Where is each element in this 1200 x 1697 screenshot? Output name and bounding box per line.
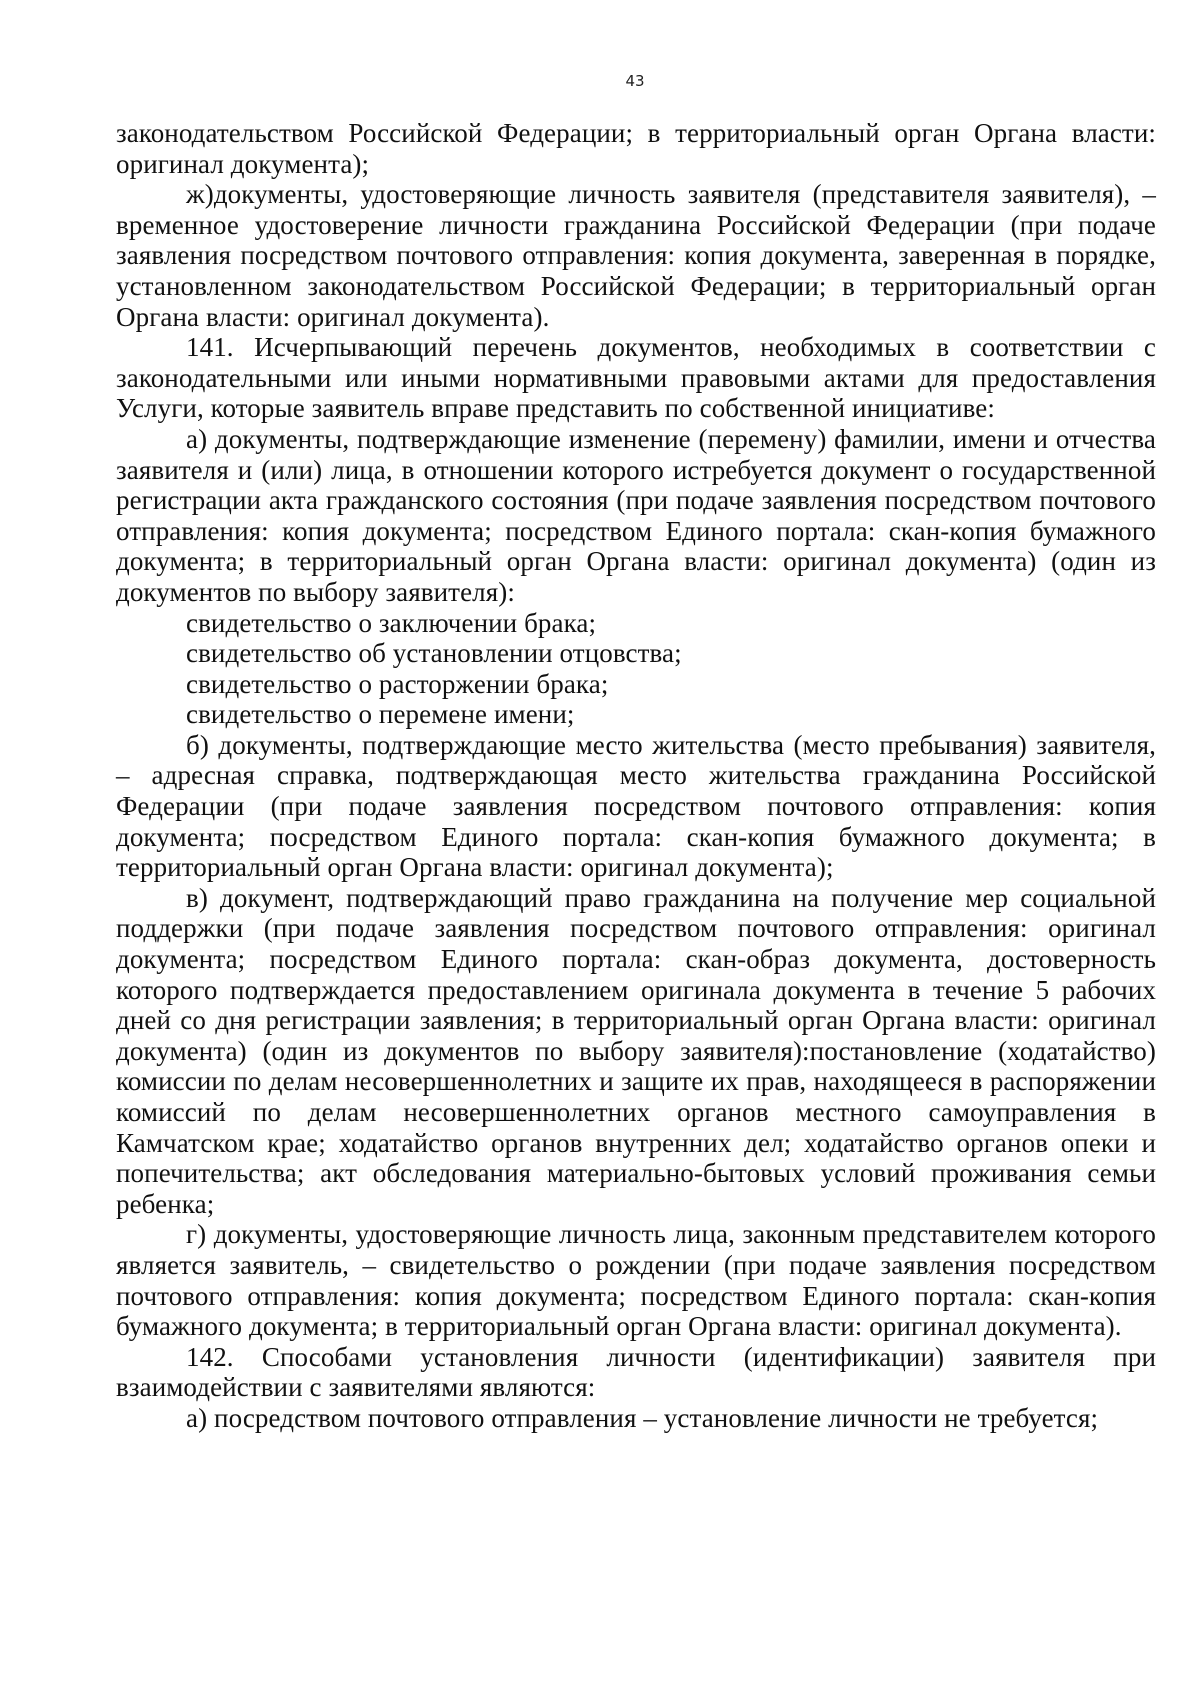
list-item-name-change-certificate: свидетельство о перемене имени;: [186, 699, 575, 730]
paragraph-item-zh: ж)документы, удостоверяющие личность заявителя (представителя заявителя), – временное удостоверение личности гражданина Российской Федерации (при подаче заявления посредством почтового отправления: копия документа, заверенная в порядке, установленном законодательством Российской Федерации; в территориальный орган Органа власти: оригинал документа).: [116, 179, 1156, 332]
paragraph-141-a: а) документы, подтверждающие изменение (перемену) фамилии, имени и отчества заявителя и (или) лица, в отношении которого истребуется документ о государственной регистрации акта гражданского состояния (при подаче заявления посредством почтового отправления: копия документа; посредством Единого портала: скан-копия бумажного документа; в территориальный орган Органа власти: оригинал документа) (один из документов по выбору заявителя):: [116, 423, 1156, 607]
paragraph-141-g: г) документы, удостоверяющие личность лица, законным представителем которого является заявитель, – свидетельство о рождении (при подаче заявления посредством почтового отправления: копия документа; посредством Единого портала: скан-копия бумажного документа; в территориальный орган Органа власти: оригинал документа).: [116, 1219, 1156, 1342]
list-item-marriage-certificate: свидетельство о заключении брака;: [186, 607, 597, 638]
page-number: 43: [625, 72, 645, 90]
paragraph-141-v: в) документ, подтверждающий право гражданина на получение мер социальной поддержки (при подаче заявления посредством почтового отправления: оригинал документа; посредством Единого портала: скан-образ документа, достоверность которого подтверждается предоставлением оригинала документа в течение 5 рабочих дней со дня регистрации заявления; в территориальный орган Органа власти: оригинал документа) (один из документов по выбору заявителя):постановление (ходатайство) комиссии по делам несовершеннолетних и защите их прав, находящееся в распоряжении комиссий по делам несовершеннолетних органов местного самоуправления в Камчатском крае; ходатайство органов внутренних дел; ходатайство органов опеки и попечительства; акт обследования материально-бытовых условий проживания семьи ребенка;: [116, 882, 1156, 1219]
paragraph-142-a: а) посредством почтового отправления – установление личности не требуется;: [186, 1402, 1099, 1433]
paragraph-141-b: б) документы, подтверждающие место жительства (место пребывания) заявителя, – адресная справка, подтверждающая место жительства гражданина Российской Федерации (при подаче заявления посредством почтового отправления: копия документа; посредством Единого портала: скан-копия бумажного документа; в территориальный орган Органа власти: оригинал документа);: [116, 729, 1156, 883]
paragraph-142: 142. Способами установления личности (идентификации) заявителя при взаимодействии с заявителями являются:: [116, 1341, 1156, 1403]
document-body: [116, 118, 1156, 1434]
paragraph-141: 141. Исчерпывающий перечень документов, необходимых в соответствии с законодательными или иными нормативными правовыми актами для предоставления Услуги, которые заявитель вправе представить по собственной инициативе:: [116, 332, 1156, 424]
list-item-paternity-certificate: свидетельство об установлении отцовства;: [186, 638, 682, 669]
paragraph-continuation: законодательством Российской Федерации; в территориальный орган Органа власти: оригинал документа);: [116, 118, 1156, 179]
list-item-divorce-certificate: свидетельство о расторжении брака;: [186, 668, 609, 699]
